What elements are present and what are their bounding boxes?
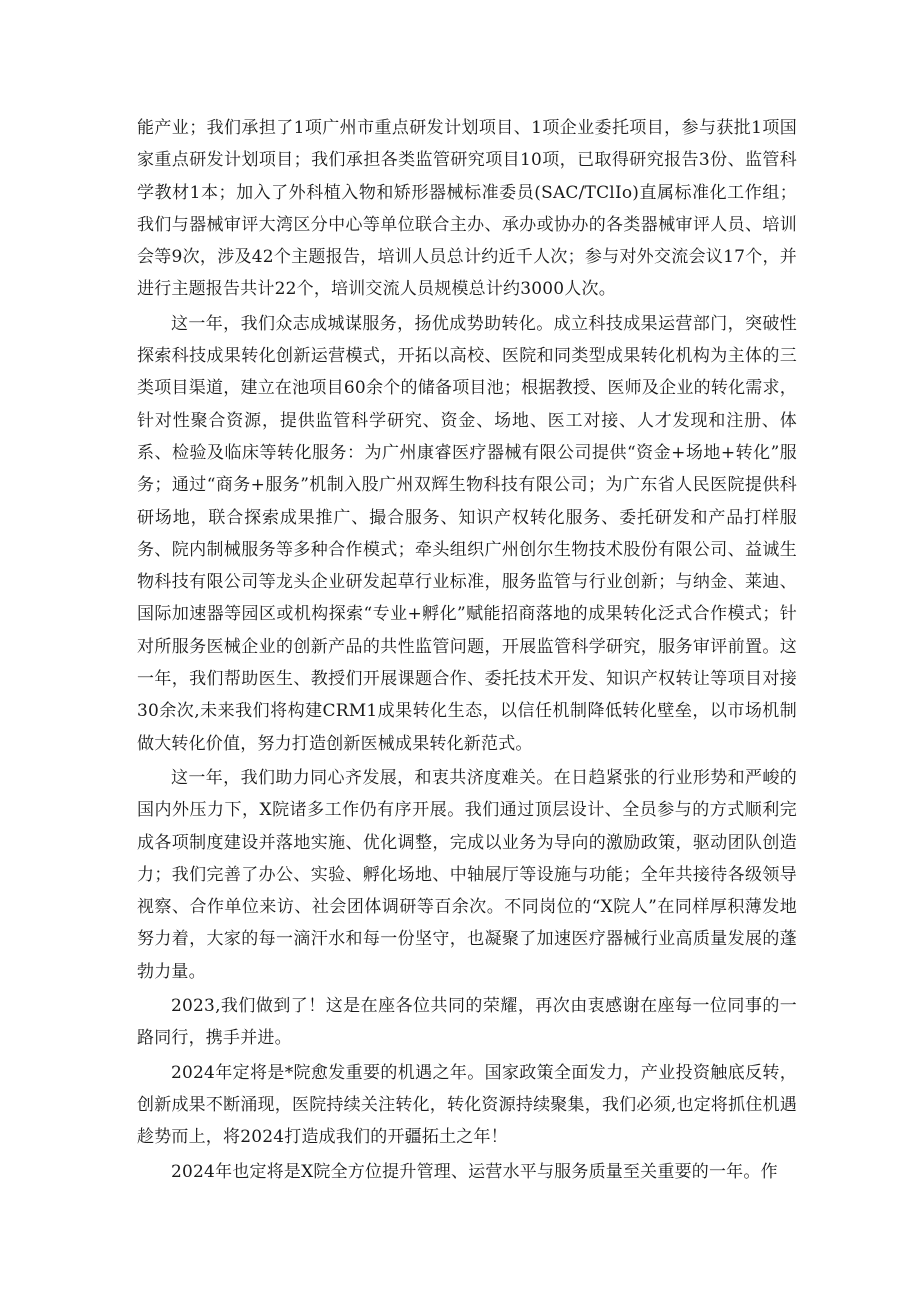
document-body xyxy=(137,112,797,1188)
paragraph-2023-achievement: 2023,我们做到了！这是在座各位共同的荣耀，再次由衷感谢在座每一位同事的一路同行，携手并进。 xyxy=(137,996,797,1049)
paragraph-tech-transfer: 这一年，我们众志成城谋服务，扬优成势助转化。成立科技成果运营部门，突破性探索科技成果转化创新运营模式，开拓以高校、医院和同类型成果转化机构为主体的三类项目渠道，建立在池项目60余个的储备项目池；根据教授、医师及企业的转化需求，针对性聚合资源，提供监管科学研究、资金、场地、医工对接、人才发现和注册、体系、检验及临床等转化服务：为广州康睿医疗器械有限公司提供“资金+场地+转化”服务；通过“商务+服务”机制入股广州双辉生物科技有限公司；为广东省人民医院提供科研场地，联合探索成果推广、撮合服务、知识产权转化服务、委托研发和产品打样服务、院内制械服务等多种合作模式；牵头组织广州创尔生物技术股份有限公司、益诚生物科技有限公司等龙头企业研发起草行业标准，服务监管与行业创新；与纳金、莱迪、国际加速器等园区或机构探索“专业+孵化”赋能招商落地的成果转化泛式合作模式；针对所服务医械企业的创新产品的共性监管问题，开展监管科学研究，服务审评前置。这一年，我们帮助医生、教授们开展课题合作、委托技术开发、知识产权转让等项目对接30余次,未来我们将构建CRM1成果转化生态，以信任机制降低转化壁垒，以市场机制做大转化价值，努力打造创新医械成果转化新范式。 xyxy=(137,313,797,754)
paragraph-2024-opportunity: 2024年定将是*院愈发重要的机遇之年。国家政策全面发力，产业投资触底反转，创新成果不断涌现，医院持续关注转化，转化资源持续聚集，我们必须,也定将抓住机遇趁势而上，将2024打造成我们的开疆拓土之年！ xyxy=(137,1062,797,1148)
paragraph-team-development: 这一年，我们助力同心齐发展，和衷共济度难关。在日趋紧张的行业形势和严峻的国内外压力下，X院诸多工作仍有序开展。我们通过顶层设计、全员参与的方式顺利完成各项制度建设并落地实施、优化调整，完成以业务为导向的激励政策，驱动团队创造力；我们完善了办公、实验、孵化场地、中轴展厅等设施与功能；全年共接待各级领导视察、合作单位来访、社会团体调研等百余次。不同岗位的“X院人”在同样厚积薄发地努力着，大家的每一滴汗水和每一份坚守，也凝聚了加速医疗器械行业高质量发展的蓬勃力量。 xyxy=(137,767,797,982)
paragraph-research-projects: 能产业；我们承担了1项广州市重点研发计划项目、1项企业委托项目，参与获批1项国家重点研发计划项目；我们承担各类监管研究项目10项，已取得研究报告3份、监管科学教材1本；加入了外科植入物和矫形器械标准委员(SAC/TClIo)直属标准化工作组；我们与器械审评大湾区分中心等单位联合主办、承办或协办的各类器械审评人员、培训会等9次，涉及42个主题报告，培训人员总计约近千人次；参与对外交流会议17个，并进行主题报告共计22个，培训交流人员规模总计约3000人次。 xyxy=(137,118,797,300)
paragraph-2024-management: 2024年也定将是X院全方位提升管理、运营水平与服务质量至关重要的一年。作 xyxy=(171,1161,778,1182)
